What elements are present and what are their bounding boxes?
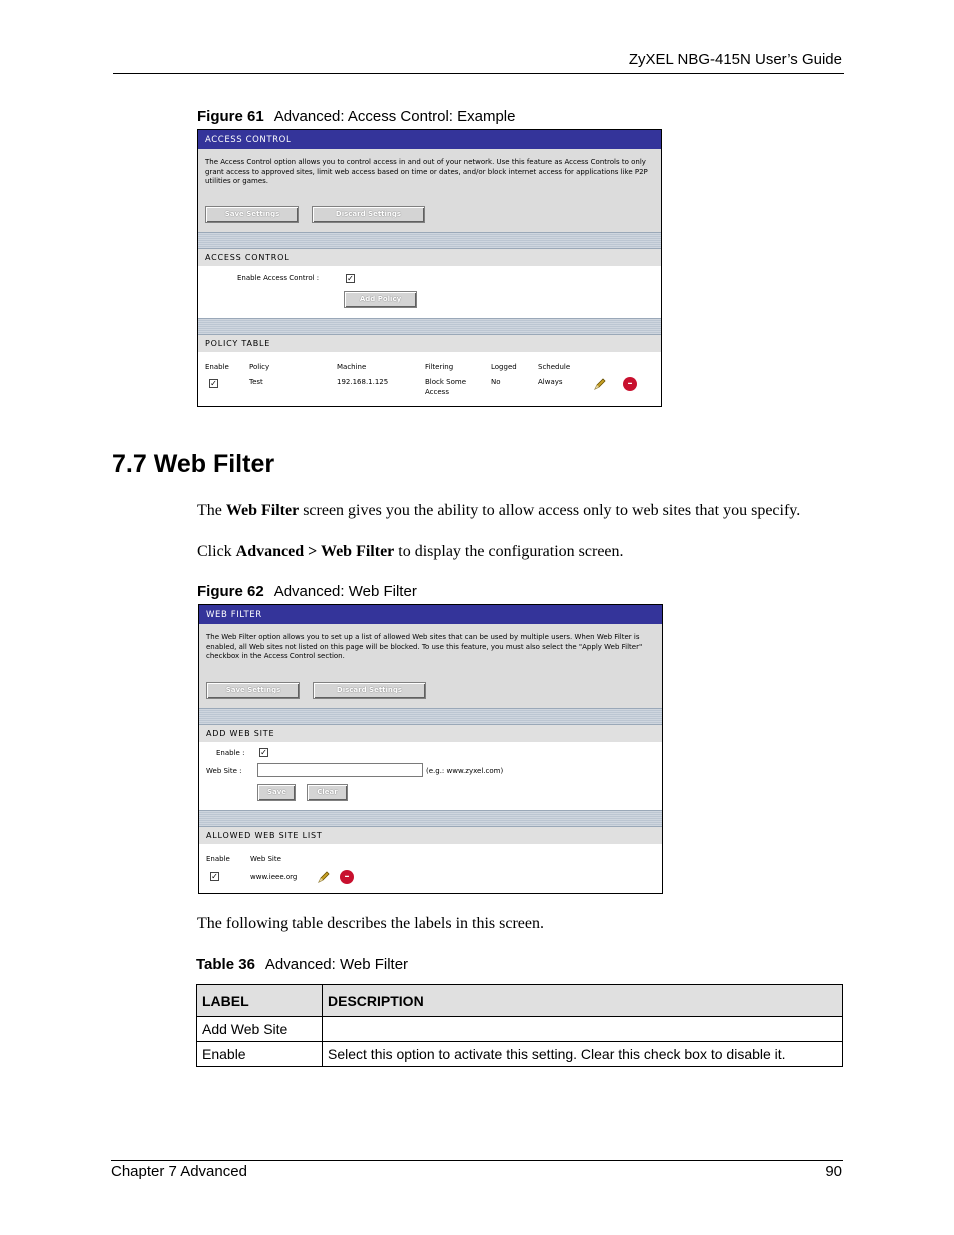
section-divider: [198, 232, 661, 249]
figure-61-label: Figure 61: [197, 108, 264, 125]
clear-button[interactable]: Clear: [307, 784, 348, 801]
enable-checkbox[interactable]: ✓: [260, 748, 267, 757]
access-control-top-block: [198, 130, 661, 232]
section-divider: [198, 318, 661, 335]
para1-text-end: screen gives you the ability to allow access only to web sites that you specify.: [299, 502, 801, 519]
table-36-label: Table 36: [196, 956, 255, 973]
policy-row-filtering-line2: Access: [425, 388, 449, 396]
web-site-label: Web Site :: [206, 767, 242, 775]
policy-col-schedule: Schedule: [538, 363, 571, 371]
list-col-web-site: Web Site: [250, 855, 281, 863]
table-header-row: [197, 985, 843, 1017]
policy-col-logged: Logged: [491, 363, 517, 371]
table-cell-label: Add Web Site: [197, 1017, 323, 1042]
para2-text-end: to display the configuration screen.: [394, 543, 624, 560]
discard-settings-button[interactable]: Discard Settings: [313, 682, 426, 699]
enable-access-control-checkbox[interactable]: ✓: [347, 274, 354, 283]
edit-pencil-icon[interactable]: [317, 869, 331, 883]
policy-col-policy: Policy: [249, 363, 270, 371]
para2-bold: Advanced > Web Filter: [235, 543, 395, 560]
policy-row-filtering-line1: Block Some: [425, 378, 467, 386]
save-button[interactable]: Save: [257, 784, 296, 801]
edit-pencil-icon[interactable]: [593, 376, 607, 390]
header-rule: [113, 73, 844, 74]
table-cell-label: Enable: [197, 1042, 323, 1067]
access-control-section-head: ACCESS CONTROL: [198, 249, 661, 266]
section-heading: 7.7 Web Filter: [112, 450, 275, 478]
table-header-label: LABEL: [197, 985, 323, 1017]
policy-col-machine: Machine: [337, 363, 367, 371]
figure-61-title: Advanced: Access Control: Example: [273, 108, 516, 125]
figure-62-label: Figure 62: [197, 583, 264, 600]
discard-settings-button[interactable]: Discard Settings: [312, 206, 425, 223]
table-36-title: Advanced: Web Filter: [264, 956, 409, 973]
delete-icon[interactable]: –: [623, 377, 637, 391]
web-filter-panel: [198, 604, 663, 894]
web-filter-top-block: [199, 605, 662, 708]
table-row: [197, 1042, 843, 1067]
policy-col-filtering: Filtering: [425, 363, 454, 371]
figure-62-title: Advanced: Web Filter: [273, 583, 417, 600]
list-row-web-site: www.ieee.org: [250, 873, 298, 881]
add-web-site-section-head: ADD WEB SITE: [199, 725, 662, 742]
web-site-input[interactable]: [257, 763, 423, 777]
table-intro: The following table describes the labels in this screen.: [197, 915, 545, 932]
para2-text-start: Click: [197, 543, 236, 560]
policy-table-section-head: POLICY TABLE: [198, 335, 661, 352]
policy-row-policy: Test: [249, 378, 263, 386]
list-col-enable: Enable: [206, 855, 230, 863]
section-divider: [199, 708, 662, 725]
policy-row-schedule: Always: [538, 378, 563, 386]
access-control-panel: [197, 129, 662, 407]
footer-rule: [111, 1160, 843, 1161]
delete-icon[interactable]: –: [340, 870, 354, 884]
save-settings-button[interactable]: Save Settings: [206, 682, 300, 699]
para1-bold: Web Filter: [225, 502, 300, 519]
guide-title: ZyXEL NBG-415N User’s Guide: [628, 51, 842, 68]
description-table: [196, 984, 843, 1067]
section-paragraph-2: [197, 543, 624, 561]
web-filter-intro: The Web Filter option allows you to set up a list of allowed Web sites that can be used by multiple users. When Web Filter is enabled, all Web sites not listed on this page will be blocked. To use this feature, you must also select the "Apply Web Filter" checkbox in the Access Control section.: [206, 633, 643, 660]
add-policy-button[interactable]: Add Policy: [344, 291, 417, 308]
allowed-web-site-list-head: ALLOWED WEB SITE LIST: [199, 827, 662, 844]
access-control-intro: The Access Control option allows you to control access in and out of your network. Use this feature as Access Controls to only grant access to approved sites, limit web access based on time or dates, and/or block internet access for applications like P2P utilities or games.: [205, 158, 648, 185]
table-row: [197, 1017, 843, 1042]
section-paragraph-1: [197, 502, 800, 520]
enable-access-control-label: Enable Access Control :: [237, 274, 320, 282]
table-header-description: DESCRIPTION: [323, 985, 843, 1017]
policy-row-enable-checkbox[interactable]: ✓: [210, 379, 217, 388]
table-cell-description: [323, 1017, 843, 1042]
list-row-enable-checkbox[interactable]: ✓: [211, 872, 218, 881]
access-control-title-bar: ACCESS CONTROL: [198, 130, 661, 149]
table-36-caption: [196, 956, 408, 973]
para1-text-start: The: [197, 502, 226, 519]
policy-col-enable: Enable: [205, 363, 229, 371]
save-settings-button[interactable]: Save Settings: [205, 206, 299, 223]
table-cell-description: Select this option to activate this setting. Clear this check box to disable it.: [323, 1042, 843, 1067]
footer-chapter: Chapter 7 Advanced: [111, 1163, 247, 1180]
web-filter-title-bar: WEB FILTER: [199, 605, 662, 624]
policy-row-machine: 192.168.1.125: [337, 378, 389, 386]
figure-61-caption: [197, 108, 515, 125]
figure-62-caption: [197, 583, 417, 600]
web-site-hint: (e.g.: www.zyxel.com): [426, 767, 504, 775]
enable-label: Enable :: [216, 749, 245, 757]
section-divider: [199, 810, 662, 827]
policy-row-logged: No: [491, 378, 501, 386]
footer-page-number: 90: [825, 1163, 842, 1180]
